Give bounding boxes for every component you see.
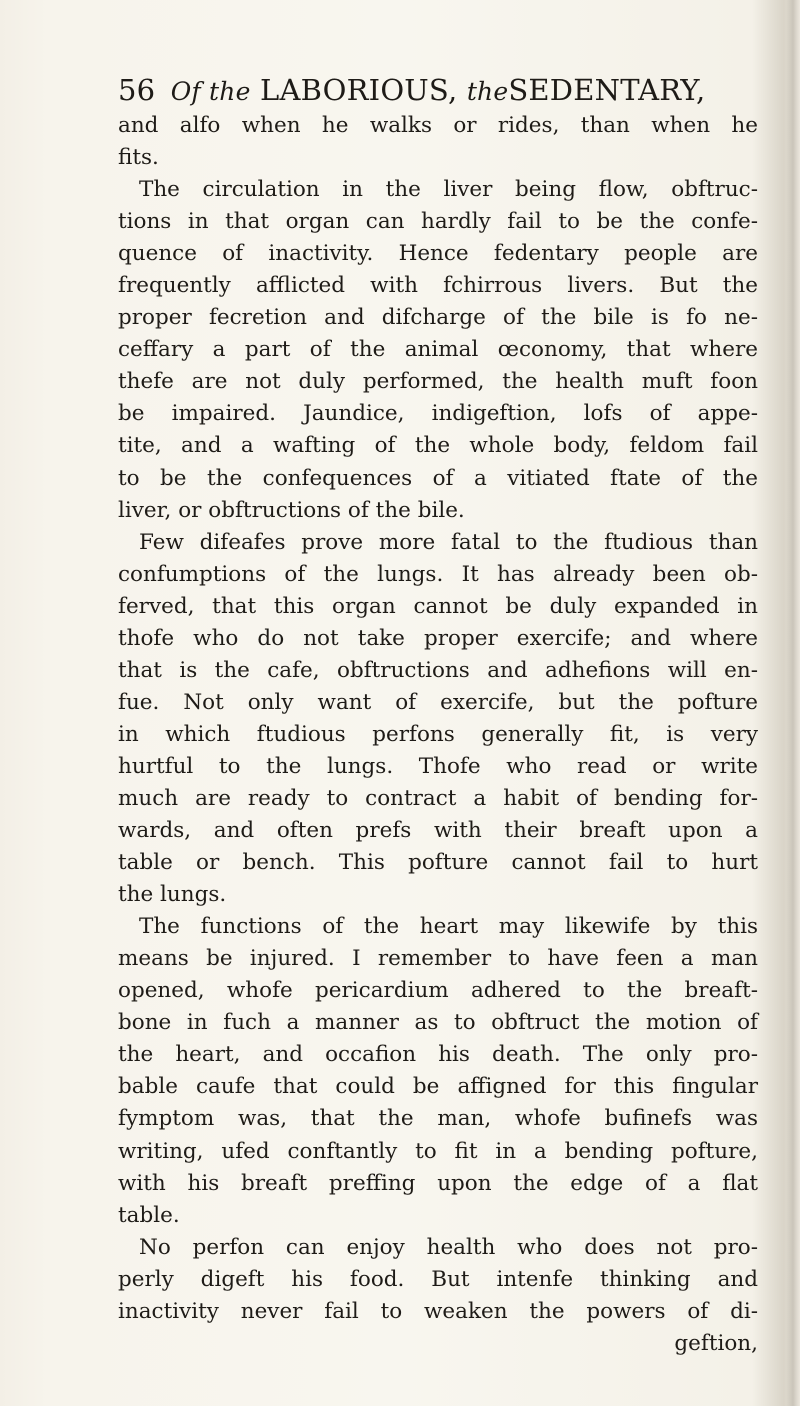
text-line: opened, whofe pericardium adhered to the breaft- [118,978,758,1004]
text-line: bone in fuch a manner as to obftruct the motion of [118,1010,758,1036]
text-line: The functions of the heart may likewife by this [139,914,758,940]
header-the: the [466,77,509,106]
page-edge-shadow [786,0,800,1406]
text-line: the heart, and occafion his death. The only pro- [118,1042,758,1068]
catchword: geftion, [674,1330,758,1356]
text-line: that is the cafe, obftructions and adhefions will en- [118,657,758,683]
text-line: perly digeft his food. But intenfe thinking and [118,1266,758,1292]
text-line: much are ready to contract a habit of bending for- [118,785,758,811]
running-header [118,70,758,110]
text-line: tions in that organ can hardly fail to be the confe- [118,209,758,235]
text-line: The circulation in the liver being flow, obftruc- [139,177,758,203]
text-line: wards, and often prefs with their breaft upon a [118,818,758,844]
text-line: hurtful to the lungs. Thofe who read or write [118,753,758,779]
header-sedentary: SEDENTARY, [508,73,706,107]
text-line: with his breaft preffing upon the edge of a flat [118,1170,758,1196]
text-line: the lungs. [118,882,227,908]
text-line: in which ftudious perfons generally fit, is very [118,721,758,747]
text-line: ceffary a part of the animal œconomy, that where [118,337,758,363]
text-line: inactivity never fail to weaken the powers of di- [118,1298,758,1324]
header-laborious: LABORIOUS, [260,73,458,107]
text-line: to be the confequences of a vitiated ftate of the [118,465,758,491]
text-line: proper fecretion and difcharge of the bile is fo ne- [118,305,758,331]
page-number: 56 [118,73,156,107]
text-line: table or bench. This pofture cannot fail to hurt [118,850,758,876]
text-line: Few difeafes prove more fatal to the ftudious than [139,529,758,555]
text-line: and alfo when he walks or rides, than when he [118,113,758,138]
page-text-block [118,70,758,1360]
text-line: means be injured. I remember to have feen a man [118,946,758,972]
text-line: writing, ufed conftantly to fit in a bending pofture, [118,1138,758,1164]
text-line: be impaired. Jaundice, indigeftion, lofs of appe- [118,401,758,427]
text-line: ferved, that this organ cannot be duly expanded in [118,593,758,619]
text-line: No perfon can enjoy health who does not pro- [139,1234,758,1260]
text-line: tite, and a wafting of the whole body, feldom fail [118,433,758,459]
text-line: confumptions of the lungs. It has already been ob- [118,561,758,587]
text-line: liver, or obftructions of the bile. [118,497,465,523]
text-line: table. [118,1202,180,1228]
header-of-the: Of the [170,77,251,106]
text-line: frequently afflicted with fchirrous livers. But the [118,273,758,299]
text-line: quence of inactivity. Hence fedentary people are [118,241,758,267]
text-line: bable caufe that could be affigned for this fingular [118,1074,758,1100]
text-line: thefe are not duly performed, the health muft foon [118,369,758,395]
text-line: fits. [118,145,159,171]
text-line: fue. Not only want of exercife, but the pofture [118,689,758,715]
text-line: thofe who do not take proper exercife; and where [118,625,758,651]
text-line: fymptom was, that the man, whofe bufinefs was [118,1106,758,1132]
